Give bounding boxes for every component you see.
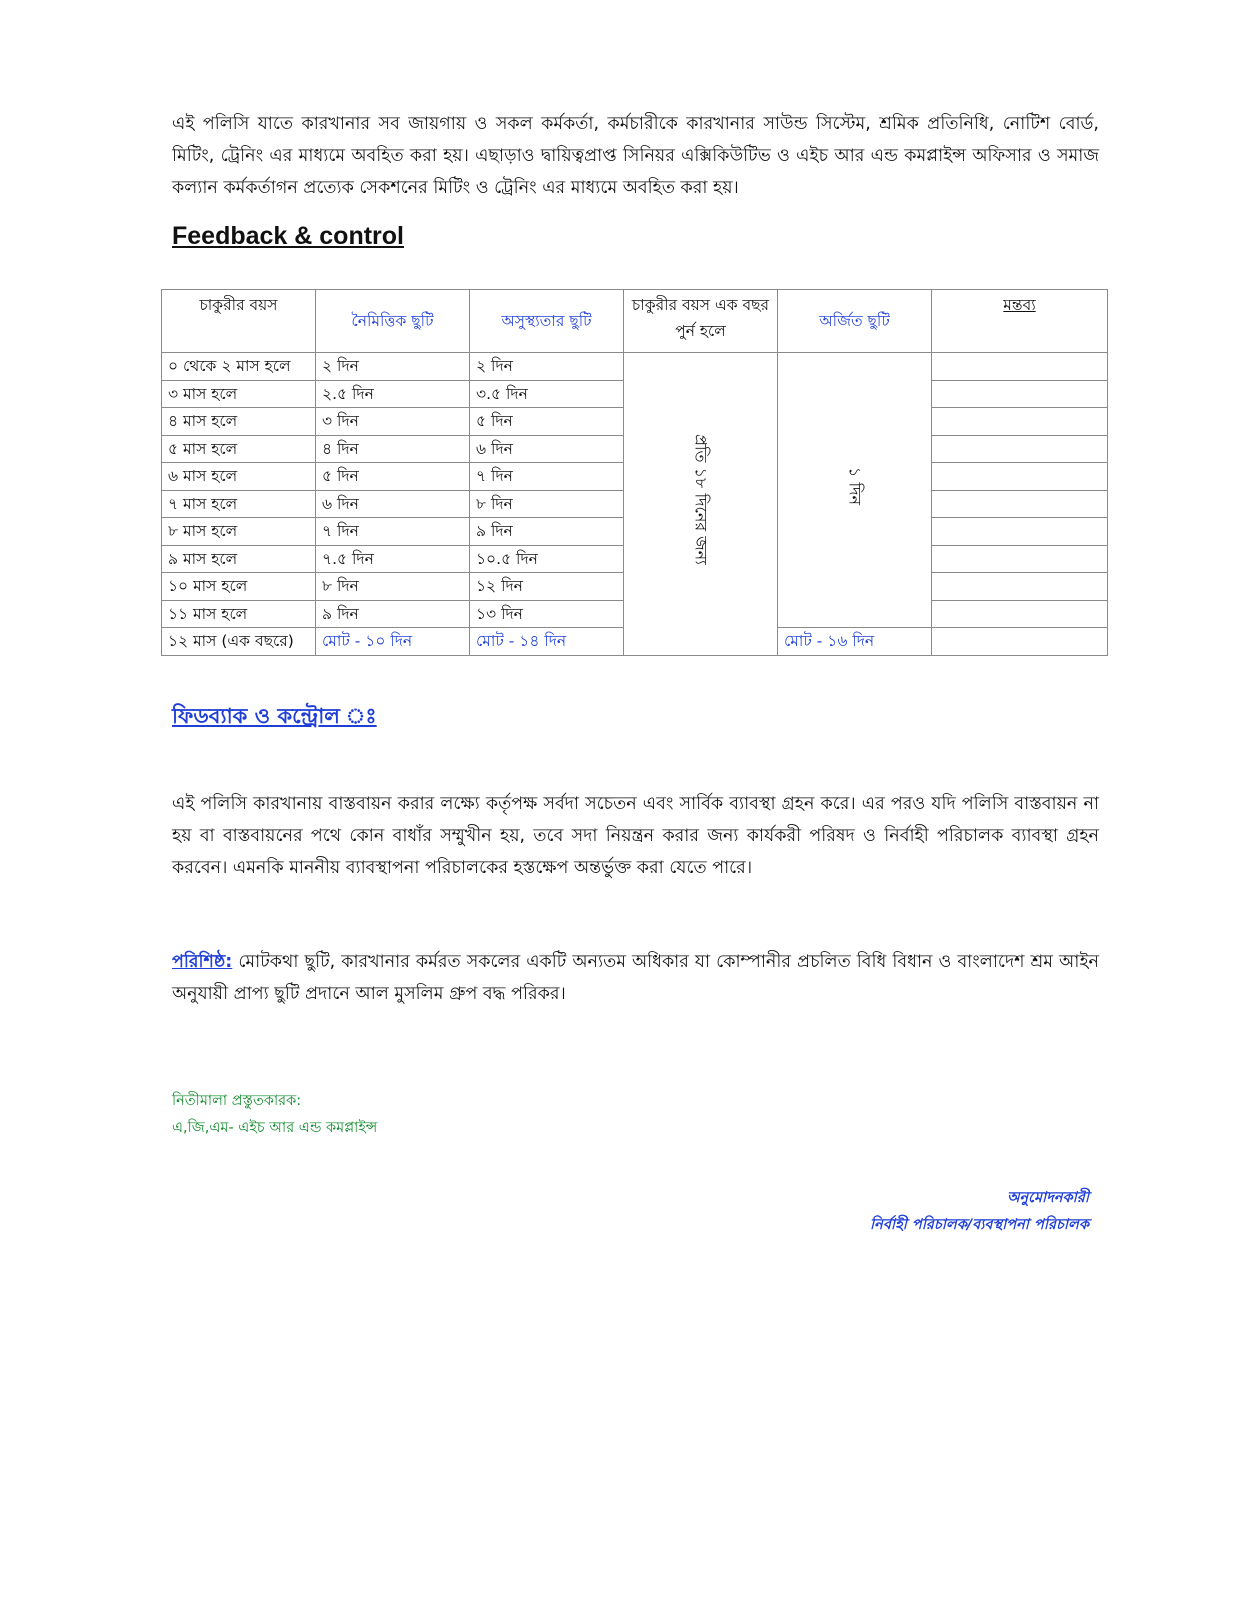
cell-casual: ৭ দিন <box>316 518 470 546</box>
header-sick-leave: অসুস্থ্যতার ছুটি <box>470 290 624 353</box>
total-age: ১২ মাস (এক বছরে) <box>162 628 316 656</box>
header-remarks: মন্তব্য <box>932 290 1108 353</box>
total-earned: মোট - ১৬ দিন <box>778 628 932 656</box>
total-sick: মোট - ১৪ দিন <box>470 628 624 656</box>
cell-remarks <box>932 490 1108 518</box>
cell-age: ৪ মাস হলে <box>162 408 316 436</box>
merged-service-cell <box>624 353 778 656</box>
cell-age: ৮ মাস হলে <box>162 518 316 546</box>
cell-remarks <box>932 353 1108 381</box>
cell-sick: ৭ দিন <box>470 463 624 491</box>
cell-sick: ৬ দিন <box>470 435 624 463</box>
table-header-row <box>162 290 1108 353</box>
cell-remarks <box>932 380 1108 408</box>
cell-sick: ৮ দিন <box>470 490 624 518</box>
cell-age: ০ থেকে ২ মাস হলে <box>162 353 316 381</box>
cell-casual: ৫ দিন <box>316 463 470 491</box>
feedback-paragraph: এই পলিসি কারখানায় বাস্তবায়ন করার লক্ষ্যে কর্তৃপক্ষ সর্বদা সচেতন এবং সার্বিক ব্যাবস্থা গ্রহন করে। এর পরও যদি পলিসি বাস্তবায়ন না হয় বা বাস্তবায়নের পথে কোন বাধাঁর সম্মুখীন হয়, তবে সদা নিয়ন্ত্রন করার জন্য কার্যকরী পরিষদ ও নির্বাহী পরিচালক ব্যাবস্থা গ্রহন করবেন। এমনকি মাননীয় ব্যাবস্থাপনা পরিচালকের হস্তক্ষেপ অন্তর্ভুক্ত করা যেতে পারে। <box>172 793 1099 878</box>
cell-casual: ২.৫ দিন <box>316 380 470 408</box>
cell-remarks <box>932 435 1108 463</box>
cell-remarks <box>932 573 1108 601</box>
cell-age: ৭ মাস হলে <box>162 490 316 518</box>
cell-remarks <box>932 545 1108 573</box>
cell-remarks <box>932 628 1108 656</box>
merged-service-text: প্রতি ১৮ দিনের জন্য <box>691 434 711 566</box>
approver-role: নির্বাহী পরিচালক/ব্যবস্থাপনা পরিচালক <box>870 1217 1089 1233</box>
cell-sick: ৯ দিন <box>470 518 624 546</box>
cell-age: ১১ মাস হলে <box>162 600 316 628</box>
cell-casual: ২ দিন <box>316 353 470 381</box>
prepared-by-name: এ,জি,এম- এইচ আর এন্ড কমপ্লাইন্স <box>172 1120 378 1136</box>
cell-age: ৫ মাস হলে <box>162 435 316 463</box>
cell-casual: ৪ দিন <box>316 435 470 463</box>
appendix-text: মোটকথা ছুটি, কারখানার কর্মরত সকলের একটি অন্যতম অধিকার যা কোম্পানীর প্রচলিত বিধি বিধান ও বাংলাদেশ শ্রম আইন অনুযায়ী প্রাপ্য ছুটি প্রদানে আল মুসলিম গ্রুপ বদ্ধ পরিকর। <box>172 951 1099 1004</box>
cell-casual: ৭.৫ দিন <box>316 545 470 573</box>
cell-sick: ২ দিন <box>470 353 624 381</box>
cell-remarks <box>932 600 1108 628</box>
cell-sick: ৩.৫ দিন <box>470 380 624 408</box>
cell-sick: ১৩ দিন <box>470 600 624 628</box>
feedback-control-bangla-heading: ফিডব্যাক ও কন্ট্রোল ঃ <box>172 704 377 728</box>
cell-casual: ৩ দিন <box>316 408 470 436</box>
appendix-paragraph <box>172 946 1099 1010</box>
cell-age: ৬ মাস হলে <box>162 463 316 491</box>
total-casual: মোট - ১০ দিন <box>316 628 470 656</box>
header-earned-leave: অর্জিত ছুটি <box>778 290 932 353</box>
cell-sick: ১২ দিন <box>470 573 624 601</box>
header-service-one-year: চাকুরীর বয়স এক বছর পুর্ন হলে <box>624 290 778 353</box>
leave-table <box>161 289 1108 656</box>
table-row <box>162 353 1108 381</box>
intro-paragraph: এই পলিসি যাতে কারখানার সব জায়গায় ও সকল কর্মকর্তা, কর্মচারীকে কারখানার সাউন্ড সিস্টেম, শ্রমিক প্রতিনিধি, নোটিশ বোর্ড, মিটিং, ট্রেনিং এর মাধ্যমে অবহিত করা হয়। এছাড়াও দ্বায়িত্বপ্রাপ্ত সিনিয়র এক্সিকিউটিভ ও এইচ আর এন্ড কমপ্লাইন্স অফিসার ও সমাজ কল্যান কর্মকর্তাগন প্রত্যেক সেকশনের মিটিং ও ট্রেনিং এর মাধ্যমে অবহিত করা হয়। <box>172 113 1099 198</box>
prepared-by-label: নিতীমালা প্রস্তুতকারক: <box>172 1093 302 1109</box>
header-casual-leave: নৈমিত্তিক ছুটি <box>316 290 470 353</box>
cell-casual: ৬ দিন <box>316 490 470 518</box>
cell-remarks <box>932 518 1108 546</box>
cell-casual: ৮ দিন <box>316 573 470 601</box>
appendix-label: পরিশিষ্ঠ: <box>172 951 233 972</box>
cell-age: ৩ মাস হলে <box>162 380 316 408</box>
cell-remarks <box>932 463 1108 491</box>
cell-sick: ১০.৫ দিন <box>470 545 624 573</box>
feedback-control-heading: Feedback & control <box>172 222 404 250</box>
approver-title: অনুমোদনকারী <box>1006 1190 1089 1206</box>
cell-age: ১০ মাস হলে <box>162 573 316 601</box>
cell-remarks <box>932 408 1108 436</box>
header-service-age: চাকুরীর বয়স <box>162 290 316 353</box>
cell-sick: ৫ দিন <box>470 408 624 436</box>
merged-earned-cell <box>778 353 932 628</box>
cell-age: ৯ মাস হলে <box>162 545 316 573</box>
merged-earned-text: ১ দিন <box>845 466 865 505</box>
cell-casual: ৯ দিন <box>316 600 470 628</box>
